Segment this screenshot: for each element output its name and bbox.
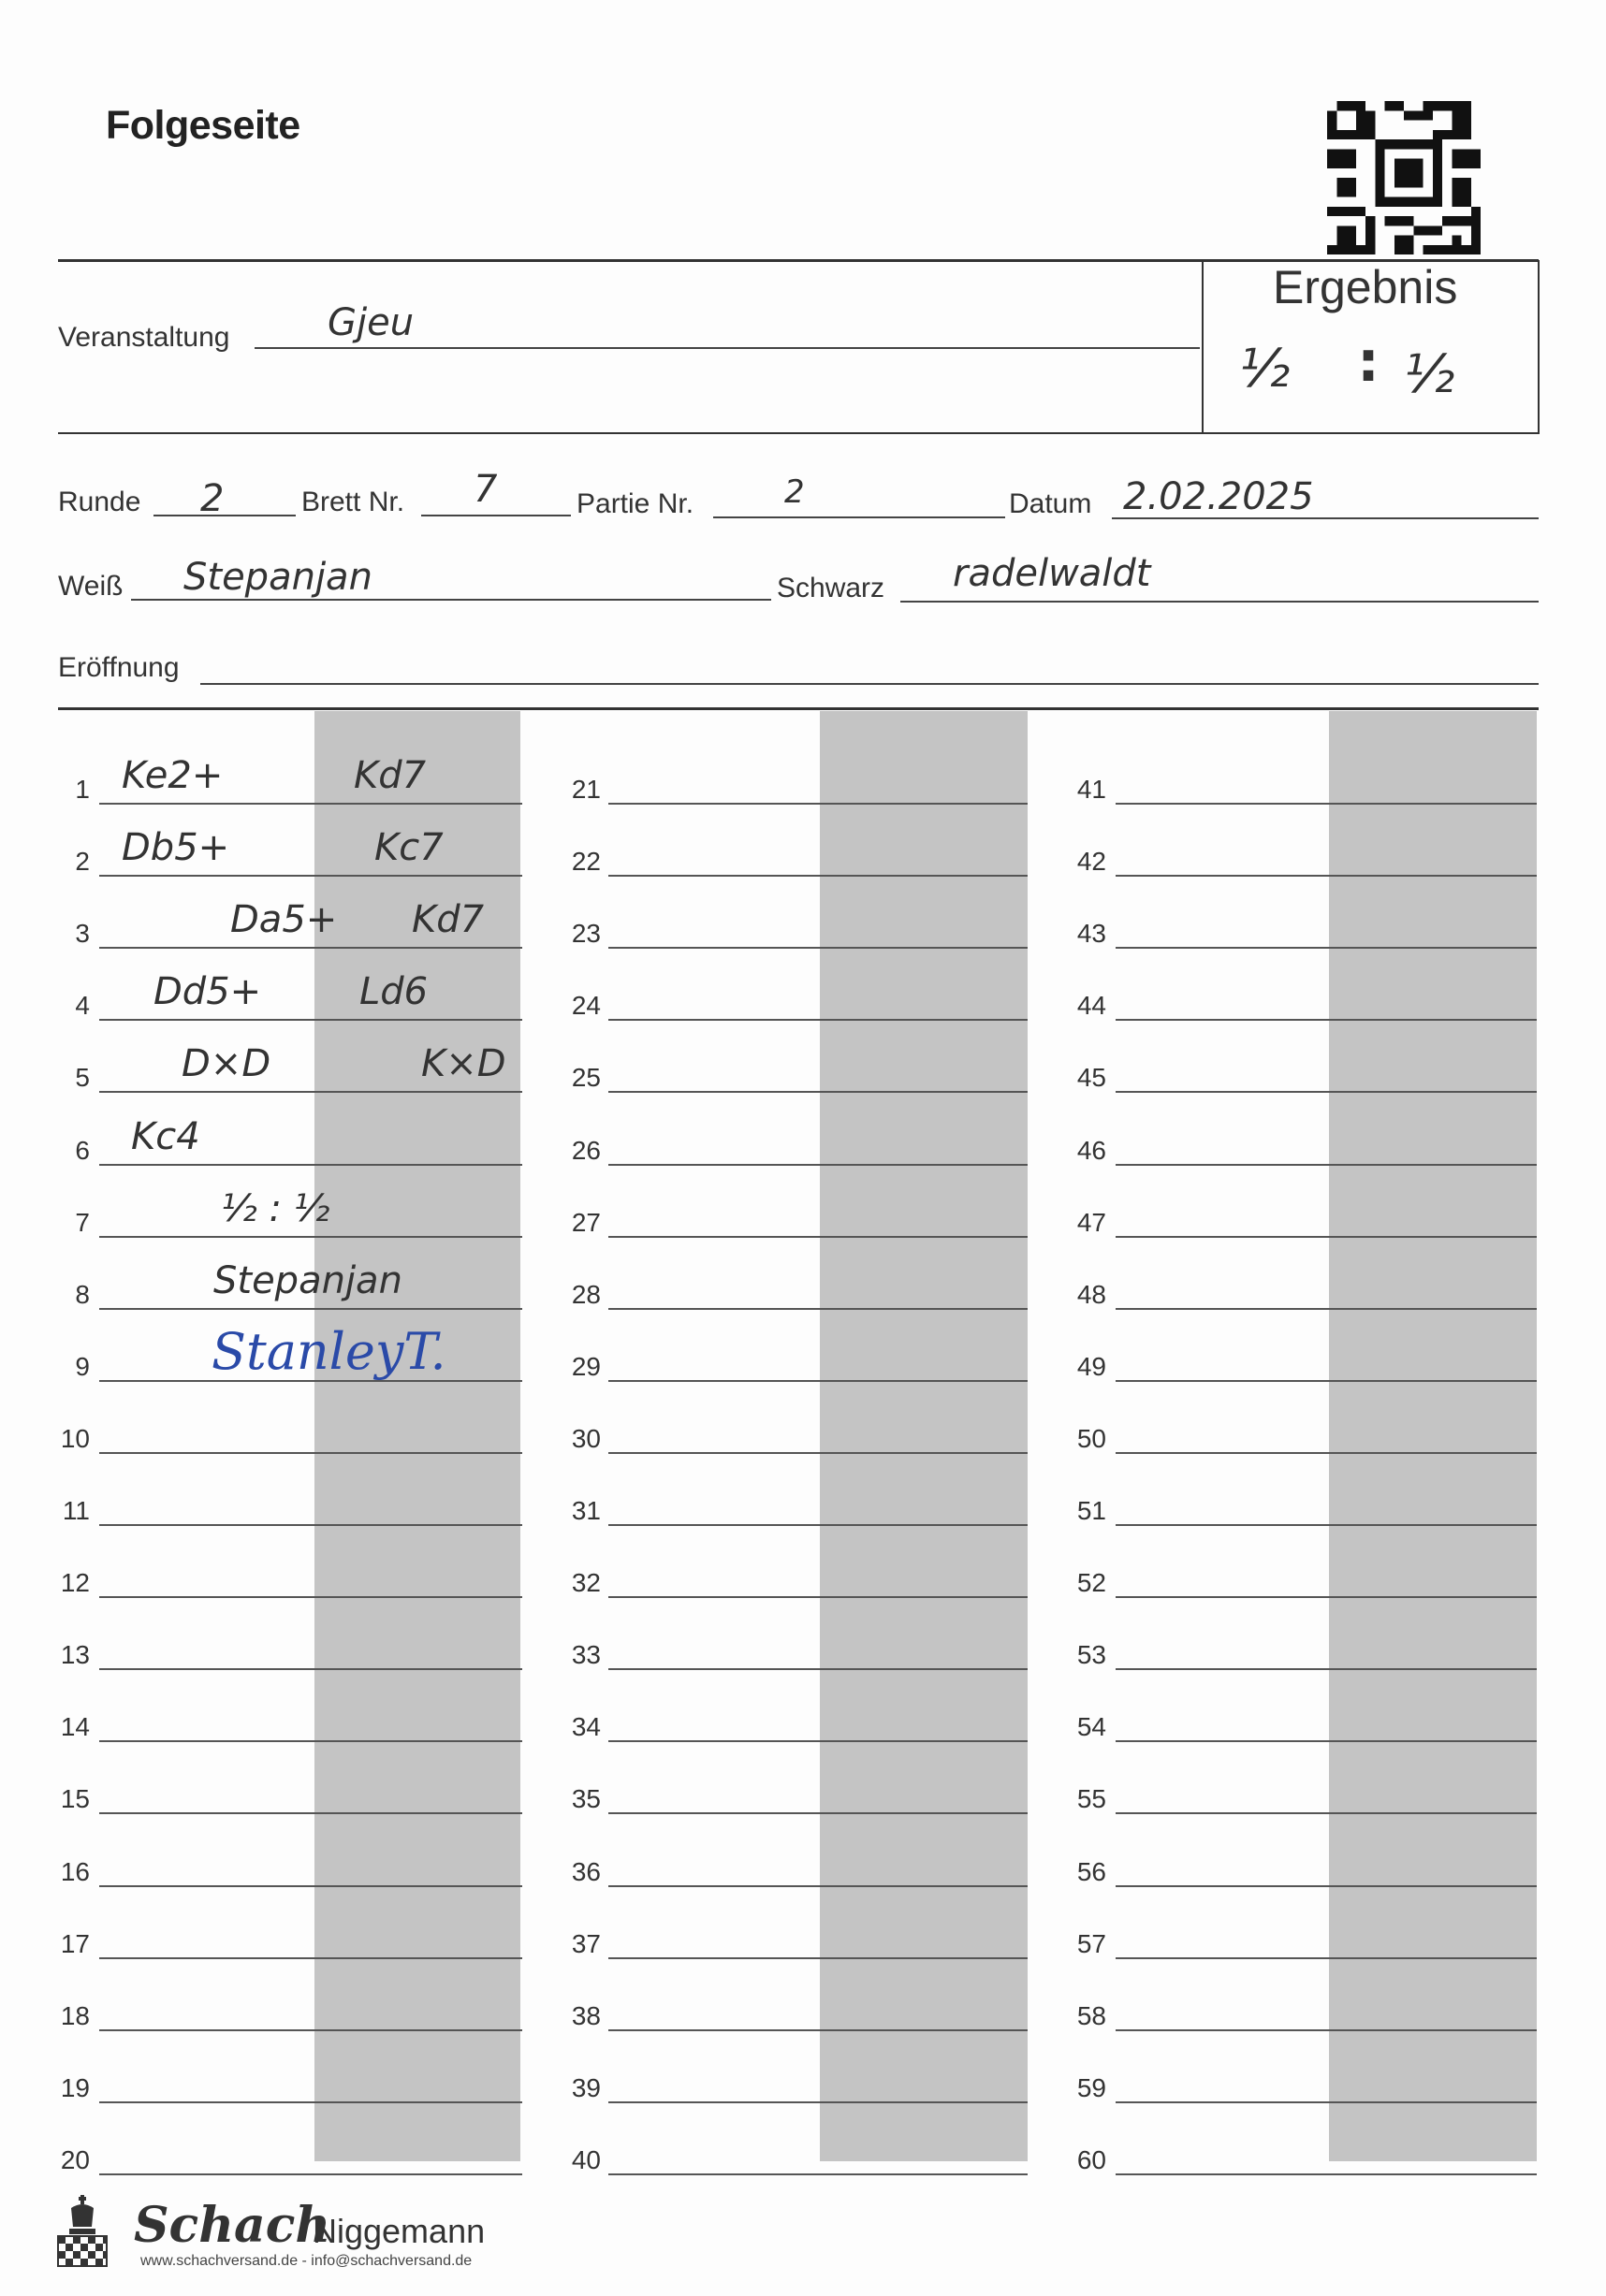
move-line — [608, 2101, 1028, 2103]
move-line — [608, 1740, 1028, 1742]
veranstaltung-line — [255, 347, 1200, 349]
move-number: 54 — [1076, 1712, 1106, 1742]
move-number: 51 — [1076, 1496, 1106, 1525]
move-line — [608, 1957, 1028, 1959]
move-number: 44 — [1076, 991, 1106, 1021]
move-number: 2 — [75, 847, 90, 877]
move-number: 15 — [60, 1784, 90, 1814]
move-line — [99, 1452, 522, 1454]
move-line — [608, 1091, 1028, 1093]
move-number: 23 — [571, 919, 601, 949]
schwarz-line — [900, 601, 1539, 603]
move-line — [1116, 947, 1537, 949]
move-number: 52 — [1076, 1568, 1106, 1598]
partie-label: Partie Nr. — [577, 488, 694, 519]
eroeffnung-label: Eröffnung — [58, 652, 180, 683]
schwarz-label: Schwarz — [777, 573, 885, 603]
black-move: Kd7 — [354, 754, 427, 797]
move-line — [608, 1596, 1028, 1598]
white-move: D×D — [182, 1042, 271, 1086]
move-number: 34 — [571, 1712, 601, 1742]
move-line — [1116, 1308, 1537, 1310]
move-line — [1116, 2101, 1537, 2103]
move-line — [1116, 1380, 1537, 1382]
move-line — [1116, 2173, 1537, 2175]
move-number: 58 — [1076, 2000, 1106, 2030]
move-line — [608, 1308, 1028, 1310]
move-line — [1116, 1668, 1537, 1670]
move-number: 1 — [75, 775, 90, 804]
move-line — [99, 1885, 522, 1887]
move-line — [99, 947, 522, 949]
ergebnis-label: Ergebnis — [1273, 261, 1458, 313]
move-number: 7 — [75, 1207, 90, 1237]
move-number: 30 — [571, 1423, 601, 1453]
move-number: 29 — [571, 1351, 601, 1381]
move-number: 40 — [571, 2144, 601, 2174]
move-number: 47 — [1076, 1207, 1106, 1237]
move-line — [608, 1236, 1028, 1238]
move-number: 18 — [60, 2000, 90, 2030]
move-line — [608, 803, 1028, 805]
move-line — [99, 2029, 522, 2031]
move-number: 38 — [571, 2000, 601, 2030]
move-number: 13 — [60, 1640, 90, 1670]
chess-king-logo-icon — [54, 2195, 110, 2270]
move-line — [99, 1596, 522, 1598]
move-number: 55 — [1076, 1784, 1106, 1814]
move-number: 6 — [75, 1135, 90, 1165]
footer-brand: Schach — [134, 2197, 331, 2254]
move-number: 27 — [571, 1207, 601, 1237]
datum-value: 2.02.2025 — [1123, 475, 1314, 518]
move-line — [1116, 1740, 1537, 1742]
black-move: K×D — [421, 1042, 506, 1086]
move-line — [99, 1308, 522, 1310]
move-number: 22 — [571, 847, 601, 877]
move-number: 33 — [571, 1640, 601, 1670]
eroeffnung-line — [200, 683, 1539, 685]
move-number: 46 — [1076, 1135, 1106, 1165]
move-number: 49 — [1076, 1351, 1106, 1381]
move-line — [1116, 875, 1537, 877]
move-line — [608, 2173, 1028, 2175]
move-line — [1116, 1812, 1537, 1814]
move-line — [1116, 2029, 1537, 2031]
move-number: 11 — [62, 1496, 90, 1525]
schwarz-value: radelwaldt — [953, 552, 1151, 595]
white-move: StanleyT. — [212, 1321, 446, 1381]
move-number: 41 — [1076, 775, 1106, 804]
move-number: 8 — [75, 1279, 90, 1309]
brett-line — [421, 515, 571, 516]
move-number: 20 — [60, 2144, 90, 2174]
move-number: 26 — [571, 1135, 601, 1165]
move-line — [99, 1236, 522, 1238]
move-number: 17 — [60, 1928, 90, 1958]
event-rule — [58, 432, 1539, 434]
move-number: 4 — [75, 991, 90, 1021]
move-line — [99, 1524, 522, 1526]
move-number: 10 — [60, 1423, 90, 1453]
ergebnis-box-left — [1202, 260, 1204, 434]
move-number: 35 — [571, 1784, 601, 1814]
move-number: 39 — [571, 2072, 601, 2102]
move-line — [608, 1524, 1028, 1526]
move-line — [99, 2173, 522, 2175]
move-number: 9 — [75, 1351, 90, 1381]
move-number: 3 — [75, 919, 90, 949]
move-number: 59 — [1076, 2072, 1106, 2102]
partie-value: 2 — [784, 473, 805, 511]
move-line — [1116, 1236, 1537, 1238]
move-line — [608, 2029, 1028, 2031]
runde-label: Runde — [58, 487, 141, 517]
footer-name: Niggemann — [313, 2212, 486, 2250]
move-number: 24 — [571, 991, 601, 1021]
footer-web: www.schachversand.de - info@schachversand.de — [140, 2253, 473, 2269]
move-number: 19 — [60, 2072, 90, 2102]
move-number: 60 — [1076, 2144, 1106, 2174]
move-number: 48 — [1076, 1279, 1106, 1309]
page-title: Folgeseite — [106, 103, 300, 148]
ergebnis-black: ½ — [1404, 344, 1455, 405]
move-line — [99, 1019, 522, 1021]
move-line — [608, 1885, 1028, 1887]
move-line — [1116, 1164, 1537, 1166]
white-move: Db5+ — [122, 826, 230, 870]
move-line — [1116, 1885, 1537, 1887]
brett-label: Brett Nr. — [301, 487, 405, 517]
white-move: Kc4 — [131, 1114, 200, 1158]
weiss-line — [131, 599, 771, 601]
partie-line — [713, 516, 1005, 518]
move-line — [99, 803, 522, 805]
weiss-label: Weiß — [58, 571, 124, 602]
move-number: 56 — [1076, 1856, 1106, 1886]
runde-value: 2 — [200, 477, 225, 520]
move-number: 32 — [571, 1568, 601, 1598]
white-move: Da5+ — [230, 898, 338, 942]
ergebnis-separator: : — [1357, 329, 1380, 395]
move-line — [1116, 1019, 1537, 1021]
veranstaltung-value: Gjeu — [328, 301, 415, 344]
move-number: 36 — [571, 1856, 601, 1886]
move-number: 37 — [571, 1928, 601, 1958]
move-number: 28 — [571, 1279, 601, 1309]
move-line — [99, 1091, 522, 1093]
move-number: 21 — [571, 775, 601, 804]
move-line — [99, 1957, 522, 1959]
move-line — [1116, 1596, 1537, 1598]
move-number: 31 — [571, 1496, 601, 1525]
brett-value: 7 — [474, 468, 498, 511]
datum-label: Datum — [1009, 488, 1092, 519]
move-line — [1116, 1524, 1537, 1526]
move-line — [99, 1812, 522, 1814]
ergebnis-white: ½ — [1239, 339, 1291, 400]
move-line — [1116, 1452, 1537, 1454]
black-move: Kc7 — [374, 826, 444, 870]
move-line — [608, 1164, 1028, 1166]
move-line — [99, 1164, 522, 1166]
move-number: 43 — [1076, 919, 1106, 949]
white-move: Ke2+ — [122, 754, 224, 797]
move-number: 45 — [1076, 1063, 1106, 1093]
black-move-column-shade — [1329, 711, 1537, 2161]
move-line — [1116, 803, 1537, 805]
move-line — [608, 1380, 1028, 1382]
black-move: Ld6 — [359, 970, 429, 1014]
move-number: 12 — [60, 1568, 90, 1598]
move-number: 5 — [75, 1063, 90, 1093]
move-line — [608, 1019, 1028, 1021]
move-number: 57 — [1076, 1928, 1106, 1958]
ergebnis-box-right — [1538, 260, 1540, 434]
move-line — [1116, 1091, 1537, 1093]
move-line — [99, 1668, 522, 1670]
move-line — [608, 947, 1028, 949]
move-line — [608, 1812, 1028, 1814]
qr-code-icon — [1327, 98, 1481, 257]
white-move: ½ : ½ — [221, 1186, 330, 1230]
move-number: 14 — [60, 1712, 90, 1742]
black-move-column-shade — [820, 711, 1028, 2161]
move-line — [608, 1668, 1028, 1670]
move-number: 50 — [1076, 1423, 1106, 1453]
weiss-value: Stepanjan — [183, 556, 372, 599]
moves-top-rule — [58, 707, 1539, 710]
white-move: Stepanjan — [213, 1258, 402, 1302]
move-line — [99, 1740, 522, 1742]
black-move: Kd7 — [412, 898, 485, 942]
white-move: Dd5+ — [153, 970, 262, 1014]
move-number: 16 — [60, 1856, 90, 1886]
runde-line — [153, 515, 296, 516]
move-line — [99, 2101, 522, 2103]
move-number: 25 — [571, 1063, 601, 1093]
move-number: 53 — [1076, 1640, 1106, 1670]
veranstaltung-label: Veranstaltung — [58, 322, 230, 353]
move-number: 42 — [1076, 847, 1106, 877]
move-line — [608, 875, 1028, 877]
move-line — [1116, 1957, 1537, 1959]
move-line — [99, 875, 522, 877]
move-line — [608, 1452, 1028, 1454]
